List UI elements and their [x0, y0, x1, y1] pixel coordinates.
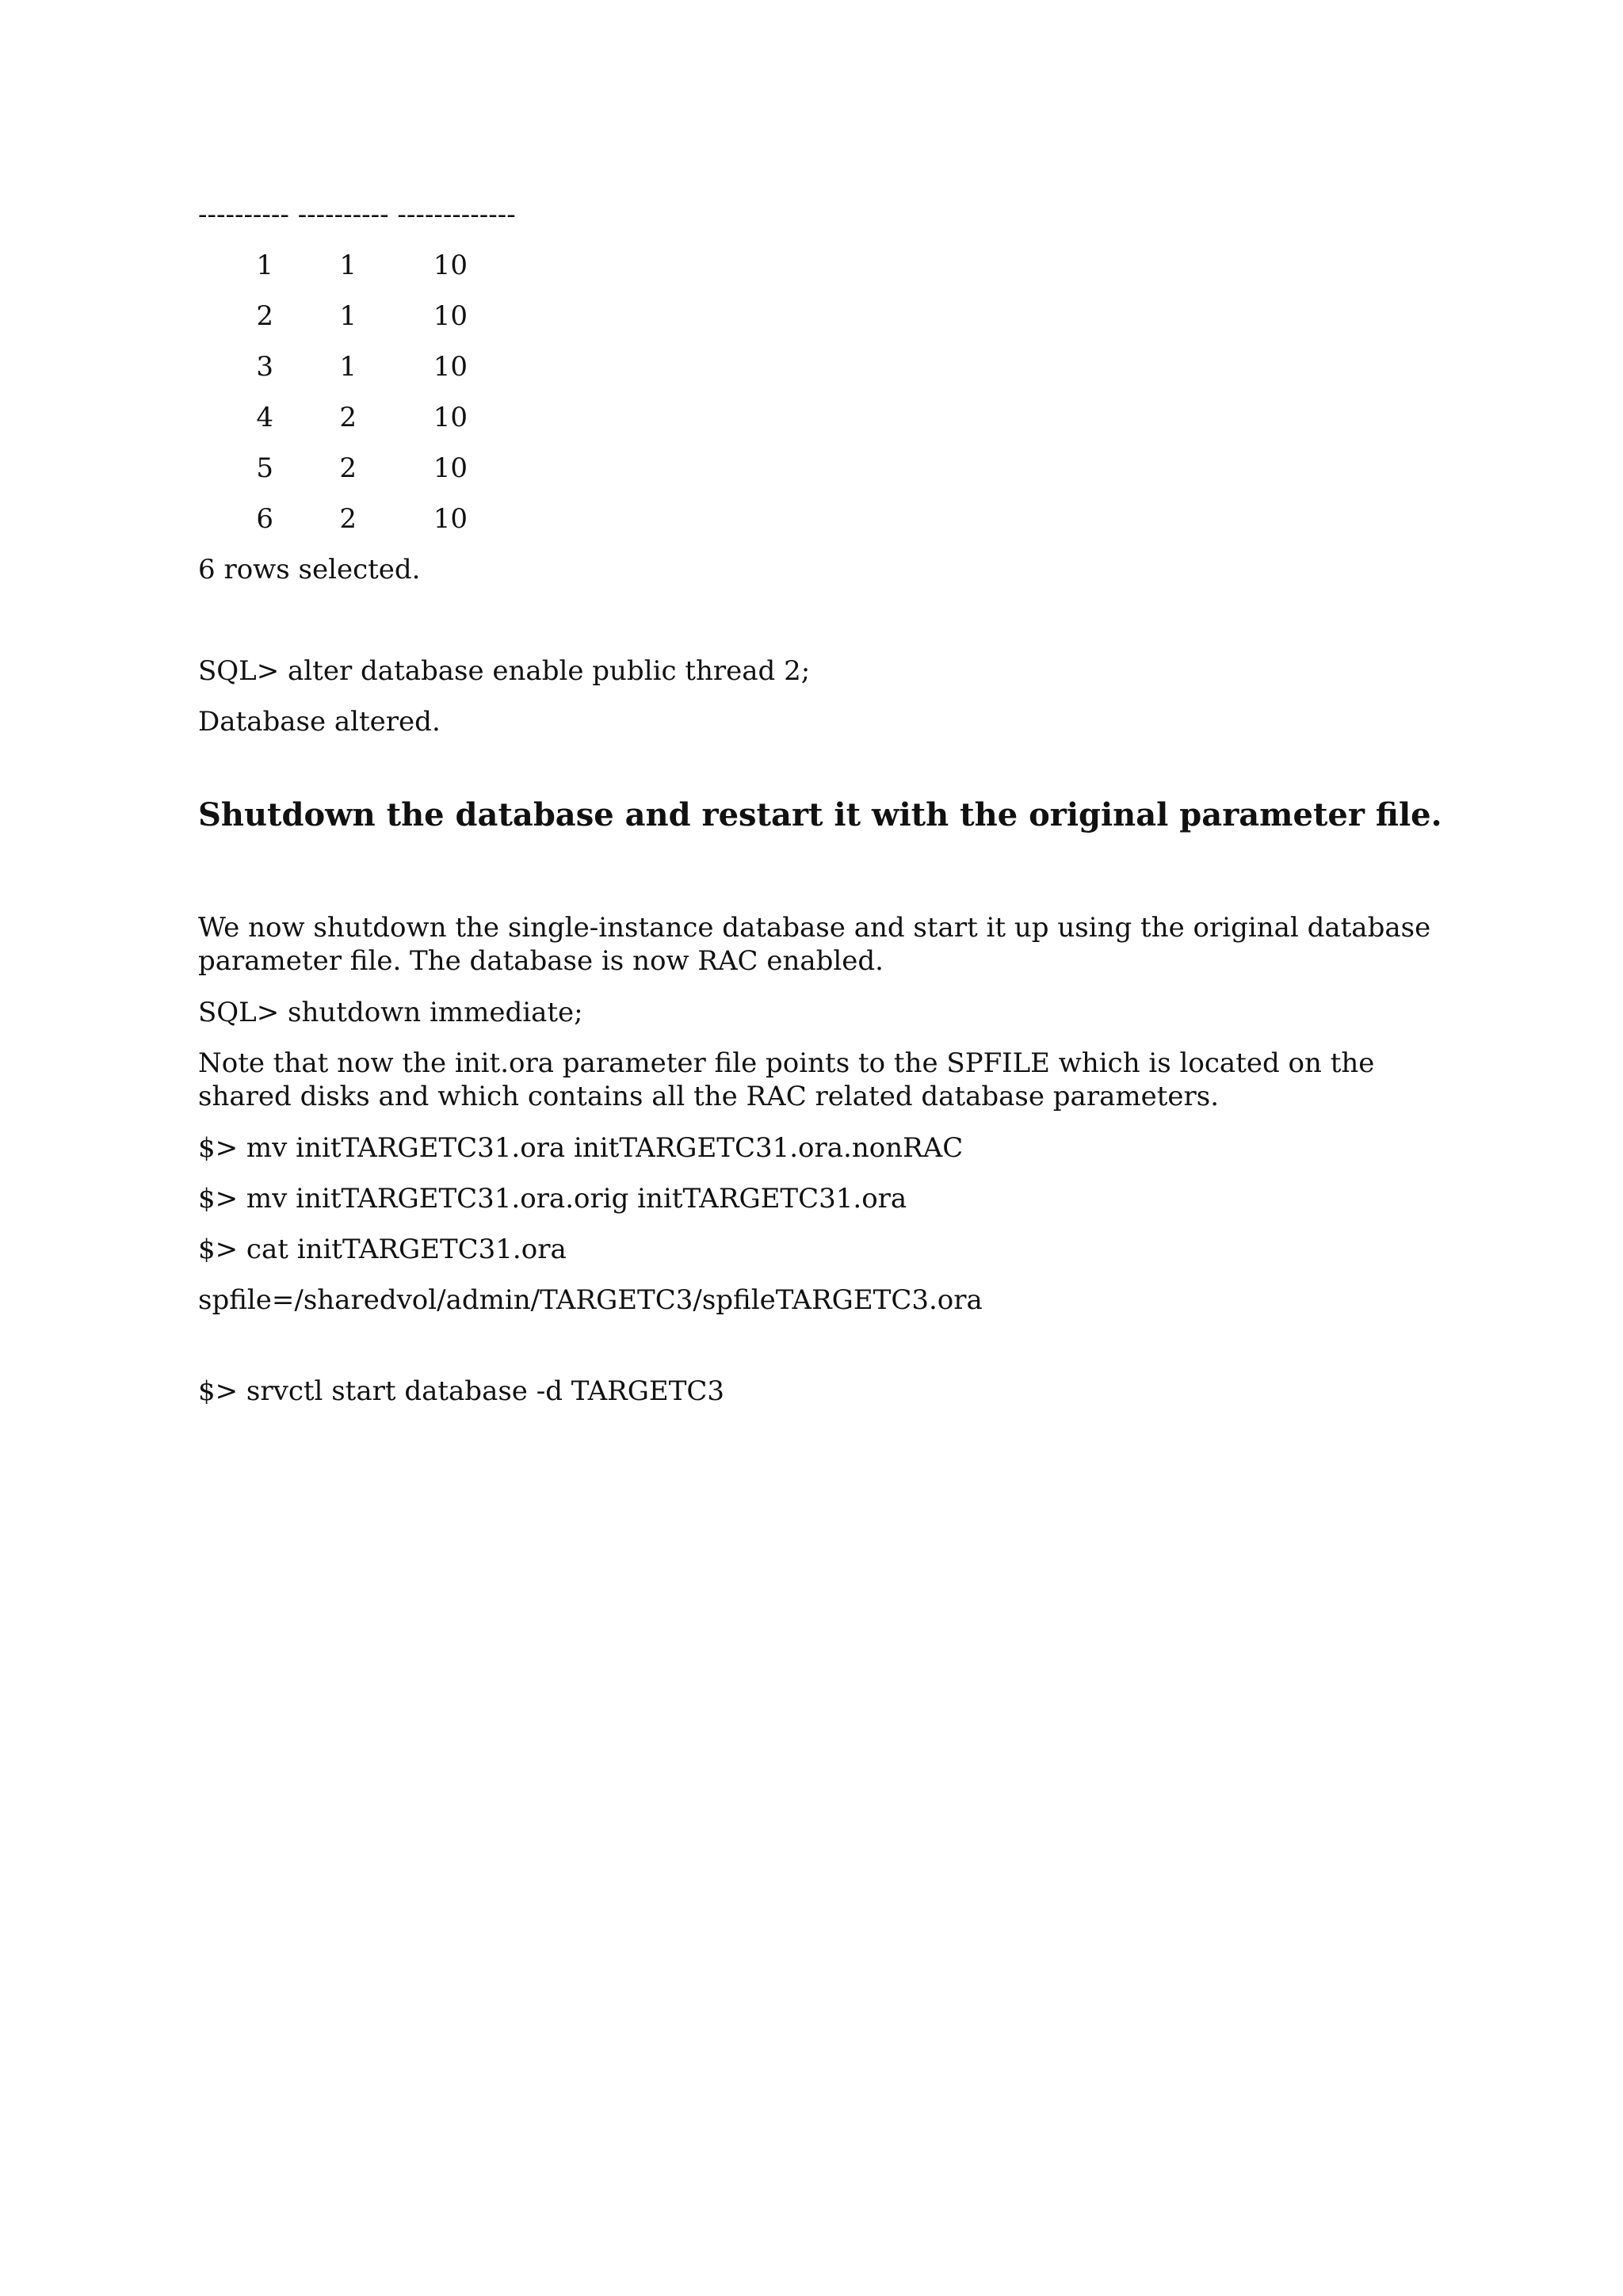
spfile-line: spfile=/sharedvol/admin/TARGETC3/spfileTARGETC3.ora [198, 1284, 983, 1316]
cmd-cat: $> cat initTARGETC31.ora [198, 1234, 567, 1265]
row-col-2: 2 [339, 402, 357, 433]
cmd-srvctl: $> srvctl start database -d TARGETC3 [198, 1375, 725, 1407]
row-col-1: 2 [256, 300, 273, 332]
sql-enable-thread: SQL> alter database enable public thread 2; [198, 655, 811, 687]
row-col-2: 2 [339, 503, 357, 535]
sql-shutdown: SQL> shutdown immediate; [198, 997, 583, 1028]
row-col-2: 1 [339, 250, 357, 281]
row-col-1: 4 [256, 402, 273, 433]
row-col-2: 2 [339, 452, 357, 484]
row-col-3: 10 [433, 250, 468, 281]
database-altered-text: Database altered. [198, 706, 441, 738]
row-col-1: 3 [256, 351, 273, 383]
row-col-3: 10 [433, 503, 468, 535]
cmd-mv-nonrac: $> mv initTARGETC31.ora initTARGETC31.ora.nonRAC [198, 1132, 964, 1164]
row-col-3: 10 [433, 402, 468, 433]
row-col-1: 6 [256, 503, 273, 535]
section-heading: Shutdown the database and restart it with the original parameter file. [198, 796, 1442, 833]
row-col-3: 10 [433, 452, 468, 484]
row-col-1: 5 [256, 452, 273, 484]
row-col-2: 1 [339, 300, 357, 332]
shutdown-paragraph: We now shutdown the single-instance database and start it up using the original database parameter file. The database is now RAC enabled. [198, 912, 1431, 977]
row-col-3: 10 [433, 300, 468, 332]
row-col-2: 1 [339, 351, 357, 383]
row-col-1: 1 [256, 250, 273, 281]
cmd-mv-orig: $> mv initTARGETC31.ora.orig initTARGETC31.ora [198, 1183, 907, 1215]
rows-selected-text: 6 rows selected. [198, 554, 421, 585]
row-col-3: 10 [433, 351, 468, 383]
note-paragraph: Note that now the init.ora parameter file points to the SPFILE which is located on the shared disks and which contains all the RAC related database parameters. [198, 1047, 1375, 1112]
column-separator: ---------- ---------- ------------- [198, 199, 516, 231]
